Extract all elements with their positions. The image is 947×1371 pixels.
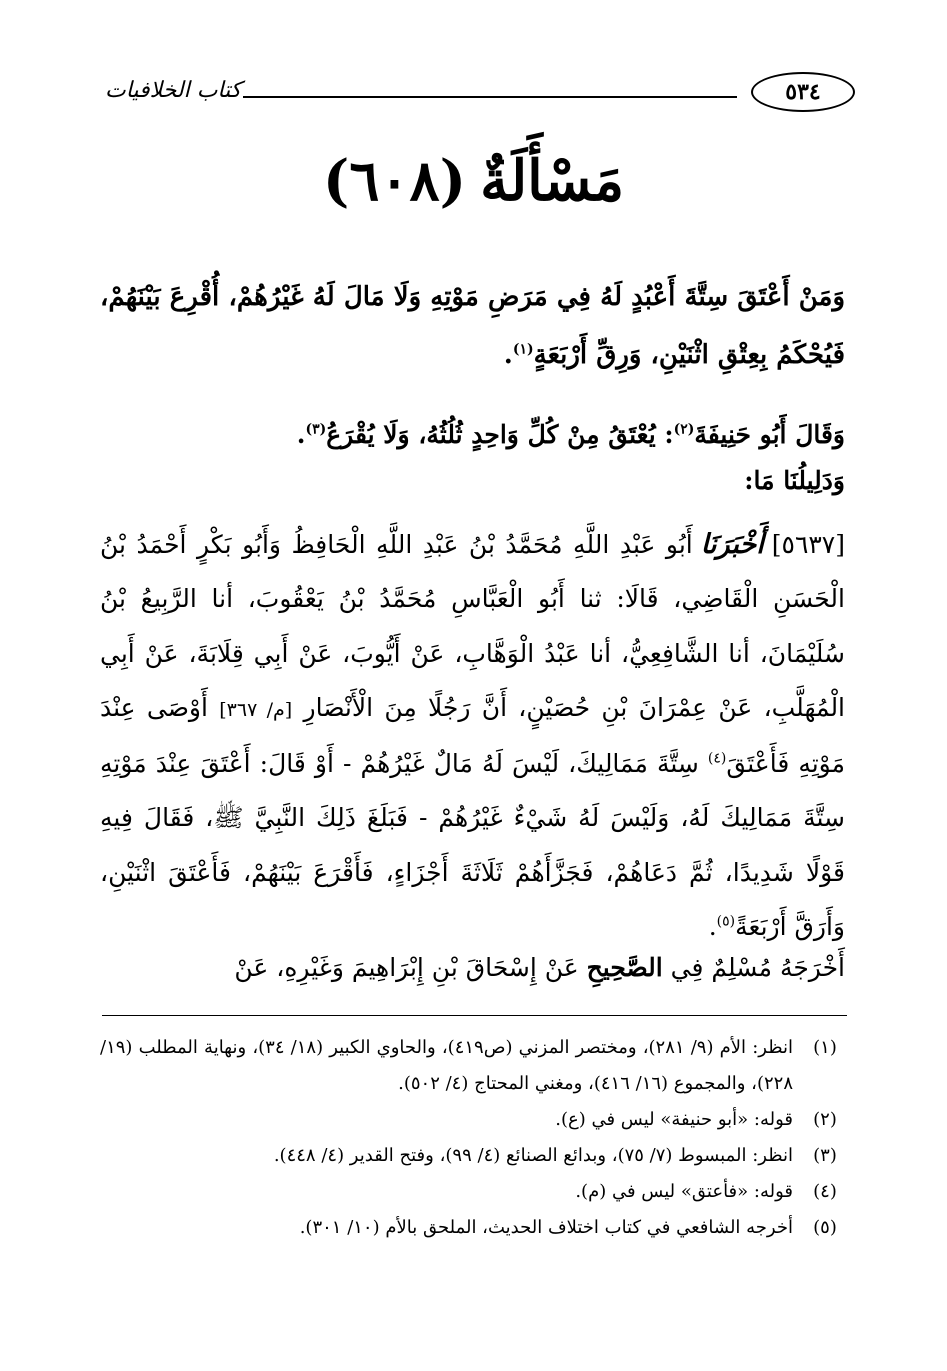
issue-heading-label: مَسْأَلَةٌ xyxy=(480,148,625,214)
opponent-text-1: وَقَالَ أَبُو حَنِيفَةَ xyxy=(694,420,845,449)
punctuation: . xyxy=(296,420,306,449)
punctuation: . xyxy=(708,912,717,942)
issue-number: (٦٠٨) xyxy=(322,148,467,214)
takhrij-text-1: أَخْرَجَهُ مُسْلِمٌ فِي xyxy=(670,953,845,982)
footnote-text: أخرجه الشافعي في كتاب اختلاف الحديث، الملحق بالأم (١٠/ ٣٠١). xyxy=(299,1217,793,1238)
hadith-text-3: سِتَّةَ مَمَالِيكَ، لَيْسَ لَهُ مَالٌ غَيْرُهُمْ - أَوْ قَالَ: أَعْتَقَ عِنْدَ مَوْتِهِ سِتَّةَ مَمَالِيكَ لَهُ، وَلَيْسَ لَهُ شَيْءٌ غَيْرُهُمْ - فَبَلَغَ ذَلِكَ النَّبِيَّ ﷺ، فَقَالَ فِيهِ قَوْلًا شَدِيدًا، ثُمَّ دَعَاهُمْ، فَجَزَّأَهُمْ ثَلَاثَةَ أَجْزَاءٍ، فَأَقْرَعَ بَيْنَهُمْ، فَأَعْتَقَ اثْنَيْنِ، وَأَرَقَّ أَرْبَعَةً xyxy=(100,749,845,942)
hadith-text-2: أَوْصَى عِنْدَ مَوْتِهِ فَأَعْتَقَ xyxy=(100,692,845,779)
footnote-number: (٢) xyxy=(813,1109,837,1130)
page-header xyxy=(95,72,855,120)
takhrij-text-2: عَنْ إِسْحَاقَ بْنِ إِبْرَاهِيمَ وَغَيْرِهِ، عَنْ xyxy=(234,953,579,982)
footnote-number: (٤) xyxy=(813,1181,837,1202)
footnote-text: انظر: المبسوط (٧/ ٧٥)، وبدائع الصنائع (٤/ ٩٩)، وفتح القدير (٤/ ٤٤٨). xyxy=(273,1145,793,1166)
footnote xyxy=(100,1030,845,1102)
akhbarana-word: أَخْبَرَنَا xyxy=(700,529,764,560)
hadith-paragraph xyxy=(100,518,845,954)
footnote-text: قوله: «أبو حنيفة» ليس في (ع). xyxy=(555,1109,793,1130)
issue-statement xyxy=(100,268,845,384)
opponent-view xyxy=(100,408,845,462)
footnote-number: (١) xyxy=(813,1037,837,1058)
footnote xyxy=(100,1102,845,1138)
footnote-number: (٥) xyxy=(813,1217,837,1238)
issue-text: وَمَنْ أَعْتَقَ سِتَّةَ أَعْبُدٍ لَهُ فِي مَرَضِ مَوْتِهِ وَلَا مَالَ لَهُ غَيْرُهُمْ، أُقْرِعَ بَيْنَهُمْ، فَيُحْكَمُ بِعِتْقِ اثْنَيْنِ، وَرِقِّ أَرْبَعَةٍ xyxy=(100,282,845,370)
footnote-text: قوله: «فأعتق» ليس في (م). xyxy=(575,1181,793,1202)
evidence-intro: وَدَلِيلُنَا مَا: xyxy=(744,466,845,495)
page-number-badge: ٥٣٤ xyxy=(751,72,855,112)
footnote xyxy=(100,1138,845,1174)
running-title: كتاب الخلافيات xyxy=(105,78,242,103)
footnote xyxy=(100,1174,845,1210)
footnote-number: (٣) xyxy=(813,1145,837,1166)
takhrij-paragraph xyxy=(100,944,845,992)
issue-heading xyxy=(0,148,947,214)
manuscript-page-ref: [م/ ٣٦٧] xyxy=(219,698,293,721)
footnote-divider xyxy=(102,1015,847,1016)
footnote-marker: (٤) xyxy=(707,750,727,767)
punctuation: . xyxy=(503,340,513,370)
footnote-marker: (١) xyxy=(512,341,534,358)
opponent-text-2: : يُعْتَقُ مِنْ كُلِّ وَاحِدٍ ثُلُثُهُ، وَلَا يُقْرَعُ xyxy=(326,420,674,449)
hadith-text-1: أَبُو عَبْدِ اللَّهِ مُحَمَّدُ بْنُ عَبْدِ اللَّهِ الْحَافِظُ وَأَبُو بَكْرٍ أَحْمَدُ بْنُ الْحَسَنِ الْقَاضِي، قَالَا: ثنا أَبُو الْعَبَّاسِ مُحَمَّدُ بْنُ يَعْقُوبَ، أنا الرَّبِيعُ بْنُ سُلَيْمَانَ، أنا الشَّافِعِيُّ، أنا عَبْدُ الْوَهَّابِ، عَنْ أَيُّوبَ، عَنْ أَبِي قِلَابَةَ، عَنْ أَبِي الْمُهَلَّبِ، عَنْ عِمْرَانَ بْنِ حُصَيْنٍ، أَنَّ رَجُلًا مِنَ الْأَنْصَارِ xyxy=(100,530,846,722)
book-name: الصَّحِيحِ xyxy=(586,953,663,982)
footnote-marker: (٢) xyxy=(673,421,695,438)
footnote-text: انظر: الأم (٩/ ٢٨١)، ومختصر المزني (ص٤١٩)، والحاوي الكبير (١٨/ ٣٤)، ونهاية المطلب (١٩/ ٢٢٨)، والمجموع (١٦/ ٤١٦)، ومغني المحتاج (٤/ ٥٠٢). xyxy=(100,1037,793,1094)
hadith-number: [٥٦٣٧] xyxy=(771,530,845,559)
footnote-marker: (٣) xyxy=(305,421,327,438)
header-rule xyxy=(243,96,737,98)
footnotes xyxy=(100,1030,845,1246)
footnote xyxy=(100,1210,845,1246)
footnote-marker: (٥) xyxy=(716,913,736,930)
